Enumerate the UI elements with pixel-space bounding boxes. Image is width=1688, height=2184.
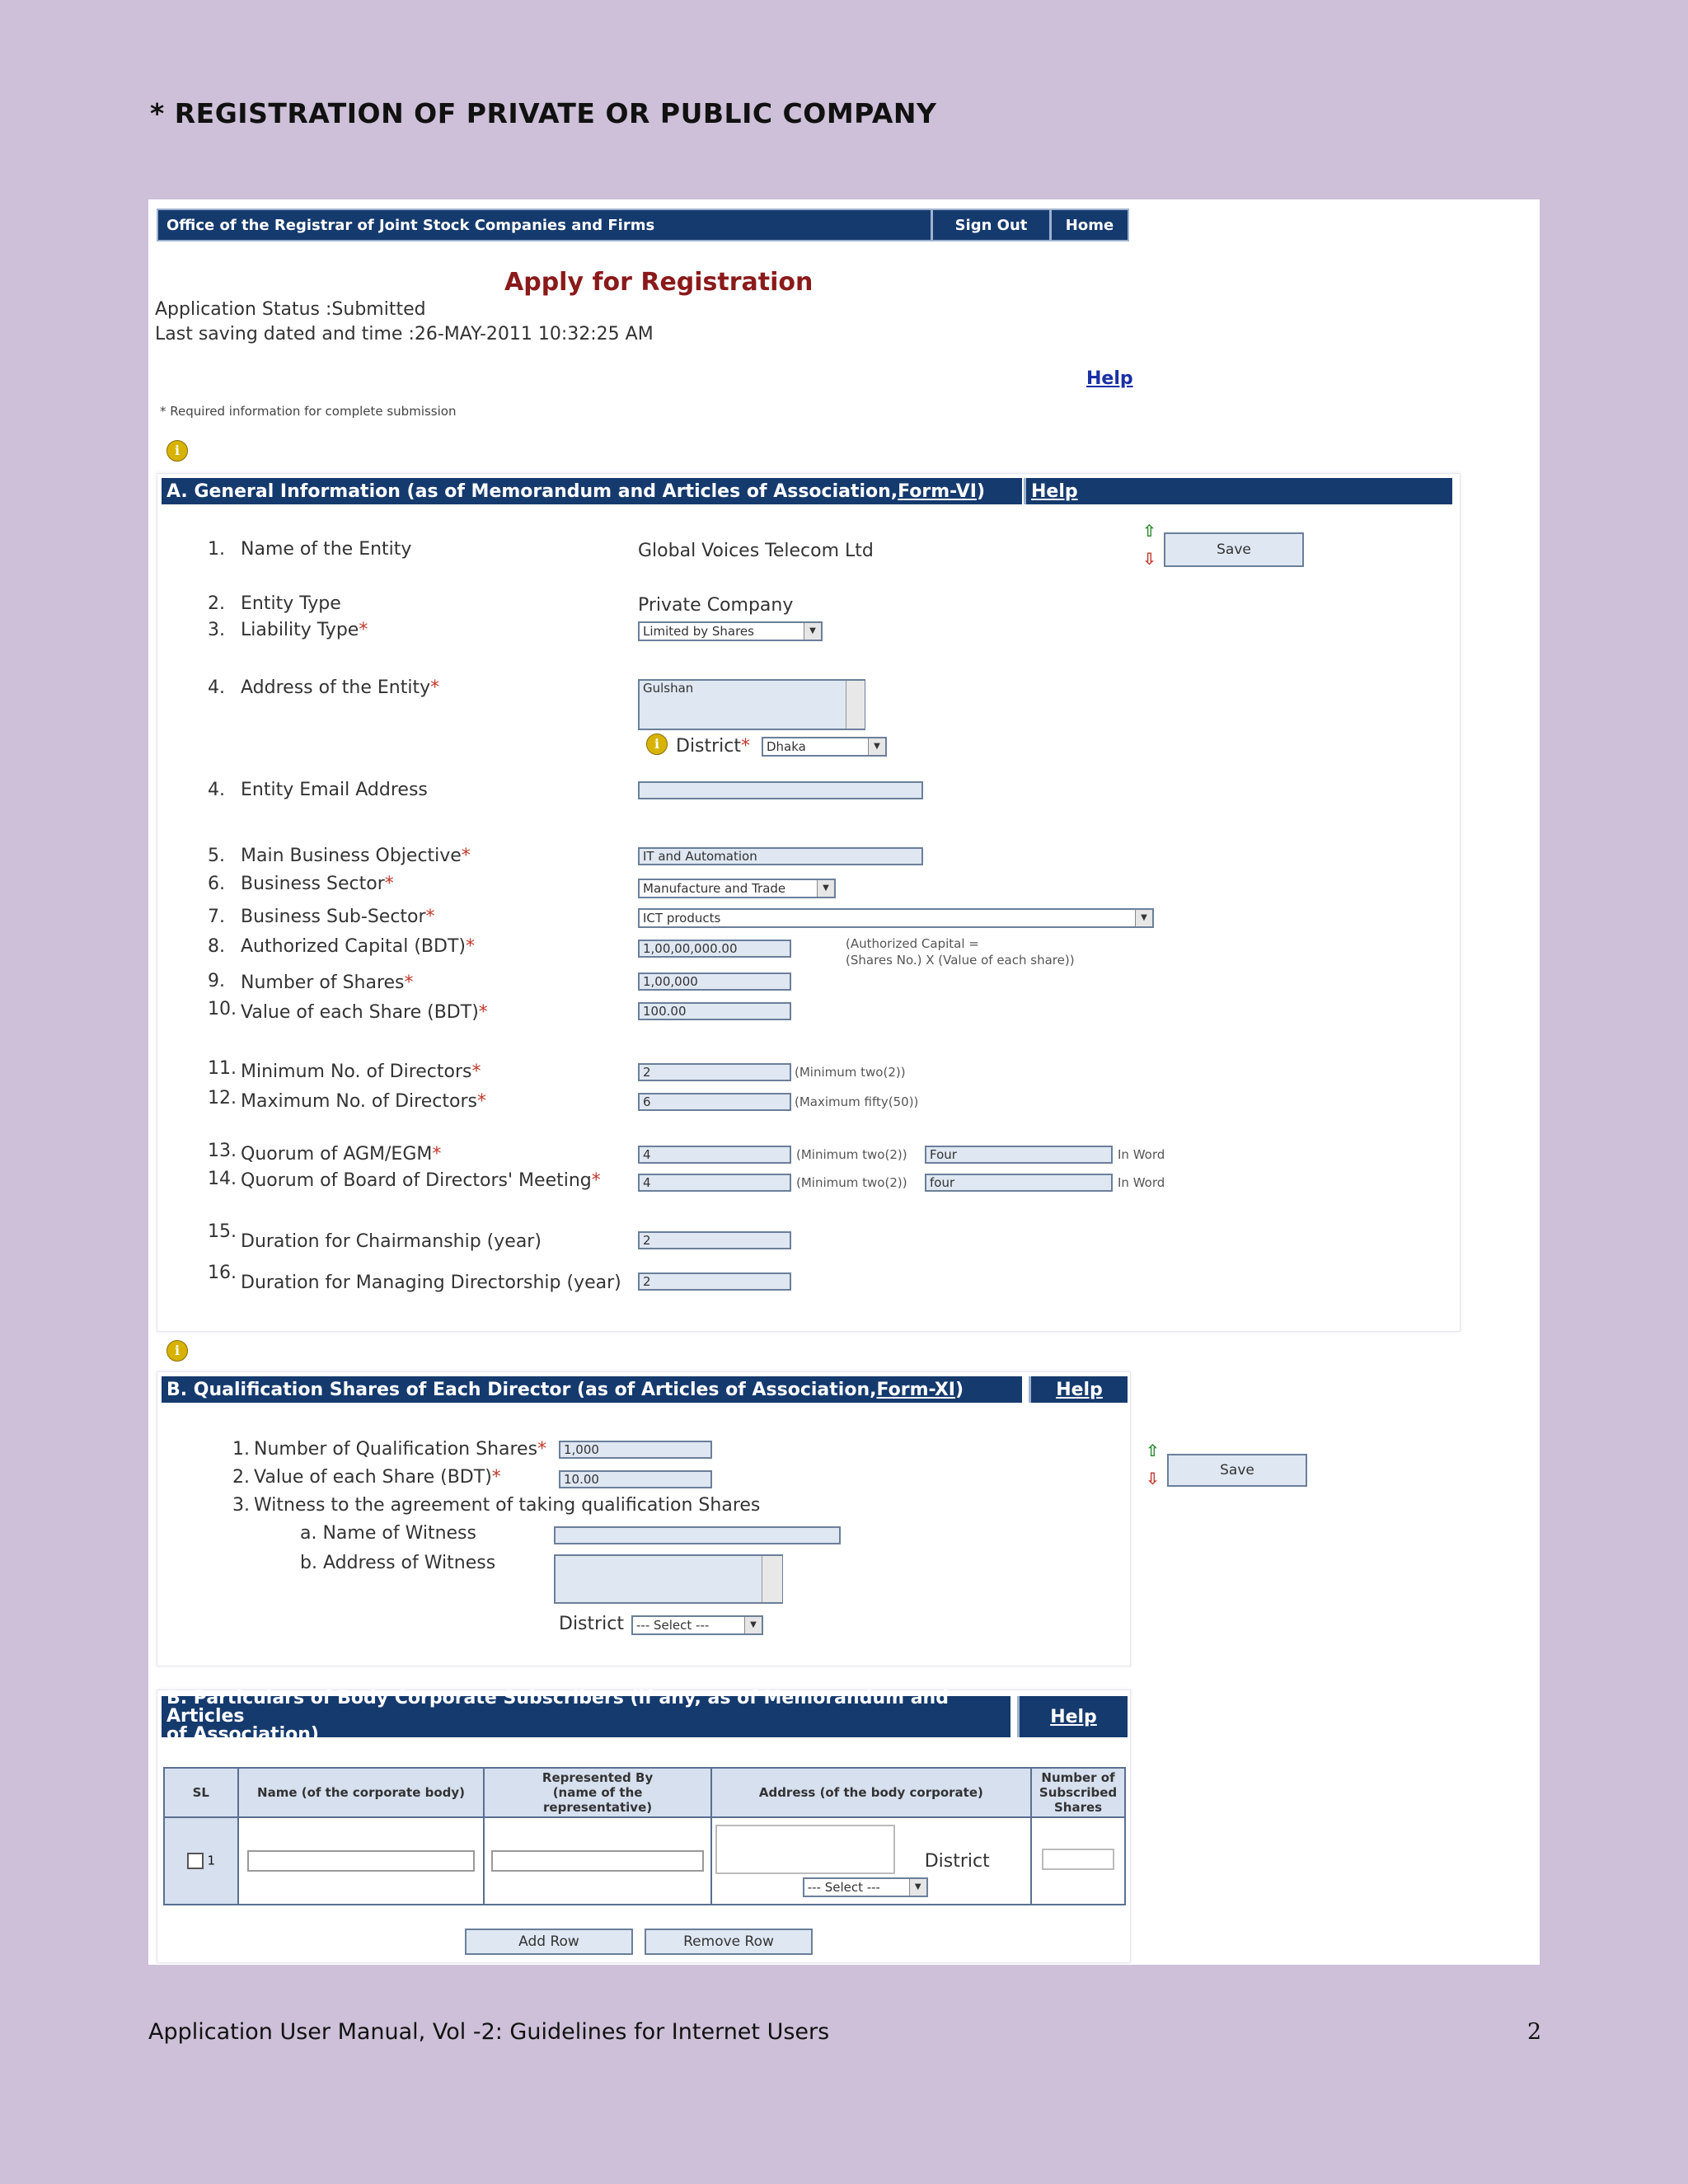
district-label: District* bbox=[676, 736, 751, 757]
item-number: 5. bbox=[208, 846, 225, 866]
item-number: 2. bbox=[208, 593, 225, 614]
subscribed-shares-input[interactable] bbox=[1042, 1849, 1114, 1870]
witness-district-select[interactable]: --- Select --- ▼ bbox=[631, 1615, 763, 1635]
liability-type-label: Liability Type* bbox=[241, 620, 368, 640]
item-number: 16. bbox=[208, 1263, 237, 1283]
section-a-panel bbox=[157, 473, 1461, 1332]
managing-directorship-duration-label: Duration for Managing Directorship (year) bbox=[241, 1272, 621, 1293]
number-of-shares-input[interactable]: 1,00,000 bbox=[638, 972, 791, 991]
representative-name-input[interactable] bbox=[491, 1850, 703, 1872]
item-number: 1. bbox=[232, 1439, 250, 1460]
home-link[interactable]: Home bbox=[1065, 216, 1114, 234]
item-number: 6. bbox=[208, 874, 225, 894]
witness-address-label: b. Address of Witness bbox=[300, 1553, 496, 1573]
add-row-button[interactable]: Add Row bbox=[465, 1929, 633, 1955]
chevron-down-icon: ▼ bbox=[909, 1879, 926, 1896]
move-up-icon[interactable]: ⇧ bbox=[1146, 1441, 1160, 1460]
witness-address-scrollbar[interactable] bbox=[762, 1556, 782, 1602]
liability-type-select[interactable]: Limited by Shares ▼ bbox=[638, 621, 823, 641]
qualification-shares-label: Number of Qualification Shares* bbox=[254, 1439, 547, 1460]
info-icon[interactable]: i bbox=[166, 440, 188, 462]
corporate-district-label: District bbox=[924, 1851, 990, 1872]
qualification-share-value-label: Value of each Share (BDT)* bbox=[254, 1467, 501, 1488]
witness-district-label: District bbox=[559, 1614, 625, 1634]
min-directors-input[interactable]: 2 bbox=[638, 1063, 791, 1081]
witness-label: Witness to the agreement of taking qualification Shares bbox=[254, 1495, 761, 1516]
address-textarea[interactable]: Gulshan bbox=[638, 679, 865, 730]
authorized-capital-input[interactable]: 1,00,00,000.00 bbox=[638, 940, 791, 958]
quorum-agm-input[interactable]: 4 bbox=[638, 1146, 791, 1164]
item-number: 10. bbox=[208, 999, 237, 1019]
section-a-save-button[interactable]: Save bbox=[1164, 532, 1304, 567]
section-b1-header bbox=[162, 1376, 1022, 1403]
page-heading: Apply for Registration bbox=[504, 268, 814, 297]
item-number: 4. bbox=[208, 677, 225, 698]
shares-cell bbox=[1031, 1817, 1125, 1905]
item-number: 11. bbox=[208, 1058, 237, 1079]
form-xi-link[interactable]: Form-XI bbox=[876, 1379, 955, 1400]
column-header-sl: SL bbox=[164, 1768, 238, 1817]
section-b2-title-line2: of Association) bbox=[166, 1724, 319, 1745]
quorum-agm-hint: (Minimum two(2)) bbox=[796, 1147, 907, 1162]
office-name: Office of the Registrar of Joint Stock Companies and Firms bbox=[158, 210, 933, 240]
in-word-label: In Word bbox=[1118, 1175, 1165, 1190]
quorum-board-input[interactable]: 4 bbox=[638, 1174, 791, 1192]
last-saved-timestamp: Last saving dated and time :26-MAY-2011 10:32:25 AM bbox=[155, 324, 654, 344]
max-directors-hint: (Maximum fifty(50)) bbox=[795, 1094, 919, 1109]
remove-row-button[interactable]: Remove Row bbox=[645, 1929, 813, 1955]
section-b2-header bbox=[162, 1688, 1010, 1745]
chevron-down-icon: ▼ bbox=[817, 880, 834, 897]
share-value-input[interactable]: 100.00 bbox=[638, 1002, 791, 1020]
entity-name-label: Name of the Entity bbox=[241, 539, 412, 560]
chevron-down-icon: ▼ bbox=[1135, 910, 1152, 926]
section-a-header bbox=[162, 478, 1022, 504]
authorized-capital-hint: (Authorized Capital = bbox=[846, 936, 979, 951]
item-number: 15. bbox=[208, 1221, 237, 1242]
chevron-down-icon: ▼ bbox=[868, 738, 885, 755]
max-directors-label: Maximum No. of Directors* bbox=[241, 1091, 486, 1112]
chairmanship-duration-input[interactable]: 2 bbox=[638, 1231, 791, 1249]
name-cell bbox=[238, 1817, 485, 1905]
entity-type-label: Entity Type bbox=[241, 593, 341, 614]
quorum-agm-word-input[interactable]: Four bbox=[925, 1146, 1113, 1164]
number-of-shares-label: Number of Shares* bbox=[241, 972, 414, 993]
witness-name-input[interactable] bbox=[554, 1526, 841, 1544]
business-sector-select[interactable]: Manufacture and Trade ▼ bbox=[638, 879, 836, 898]
witness-address-textarea[interactable] bbox=[554, 1554, 783, 1604]
min-directors-hint: (Minimum two(2)) bbox=[795, 1065, 906, 1080]
item-number: 9. bbox=[208, 971, 225, 991]
share-value-label: Value of each Share (BDT)* bbox=[241, 1002, 488, 1023]
item-number: 12. bbox=[208, 1088, 237, 1108]
section-b2-title: B. Particulars of Body Corporate Subscribers (if any, as of Memorandum and Articles bbox=[166, 1688, 949, 1727]
business-objective-label: Main Business Objective* bbox=[241, 846, 471, 866]
column-header-represented-by: Represented By (name of the representative) bbox=[484, 1768, 710, 1817]
min-directors-label: Minimum No. of Directors* bbox=[241, 1062, 481, 1082]
move-down-icon[interactable]: ⇩ bbox=[1142, 549, 1156, 569]
address-scrollbar[interactable] bbox=[846, 681, 865, 729]
item-number: 2. bbox=[232, 1467, 250, 1488]
required-note: * Required information for complete submission bbox=[160, 404, 457, 419]
email-label: Entity Email Address bbox=[241, 780, 428, 800]
form-vi-link[interactable]: Form-VI bbox=[898, 480, 977, 502]
entity-type-value: Private Company bbox=[638, 595, 794, 616]
email-input[interactable] bbox=[638, 781, 923, 799]
move-down-icon[interactable]: ⇩ bbox=[1146, 1469, 1160, 1488]
item-number: 14. bbox=[208, 1169, 237, 1189]
section-b1-title: B. Qualification Shares of Each Director (as of Articles of Association, bbox=[166, 1379, 877, 1400]
witness-name-label: a. Name of Witness bbox=[300, 1523, 476, 1544]
move-up-icon[interactable]: ⇧ bbox=[1142, 521, 1156, 541]
business-objective-input[interactable]: IT and Automation bbox=[638, 847, 923, 865]
top-navigation-bar bbox=[157, 209, 1129, 241]
represented-by-cell bbox=[484, 1817, 710, 1905]
qualification-shares-input[interactable]: 1,000 bbox=[559, 1441, 712, 1459]
business-sub-sector-label: Business Sub-Sector* bbox=[241, 907, 435, 927]
district-select[interactable]: Dhaka ▼ bbox=[762, 737, 887, 757]
section-b1-save-button[interactable]: Save bbox=[1167, 1454, 1307, 1487]
authorized-capital-label: Authorized Capital (BDT)* bbox=[241, 936, 475, 957]
address-label: Address of the Entity* bbox=[241, 677, 440, 698]
item-number: 3. bbox=[208, 620, 225, 640]
info-icon[interactable]: i bbox=[166, 1340, 188, 1361]
quorum-agm-label: Quorum of AGM/EGM* bbox=[241, 1144, 442, 1165]
quorum-board-hint: (Minimum two(2)) bbox=[796, 1175, 907, 1190]
sign-out-link[interactable]: Sign Out bbox=[933, 210, 1052, 240]
chairmanship-duration-label: Duration for Chairmanship (year) bbox=[241, 1231, 542, 1252]
business-sub-sector-select[interactable]: ICT products ▼ bbox=[638, 908, 1154, 928]
row-number: 1 bbox=[207, 1853, 215, 1868]
business-sector-label: Business Sector* bbox=[241, 874, 394, 894]
section-a-title: A. General Information (as of Memorandum and Articles of Association, bbox=[166, 480, 898, 502]
corporate-district-select[interactable]: --- Select --- ▼ bbox=[803, 1877, 928, 1897]
row-sl-cell bbox=[164, 1817, 238, 1905]
chevron-down-icon: ▼ bbox=[744, 1617, 762, 1633]
managing-directorship-duration-input[interactable]: 2 bbox=[638, 1272, 791, 1291]
application-status: Application Status :Submitted bbox=[155, 299, 426, 320]
page-number: 2 bbox=[1527, 2019, 1542, 2045]
document-footer: Application User Manual, Vol -2: Guidelines for Internet Users bbox=[148, 2019, 830, 2045]
authorized-capital-hint: (Shares No.) X (Value of each share)) bbox=[846, 953, 1075, 968]
column-header-shares: Number of Subscribed Shares bbox=[1031, 1768, 1125, 1817]
qualification-share-value-input[interactable]: 10.00 bbox=[559, 1470, 712, 1488]
section-b1-title-suffix: ) bbox=[954, 1379, 964, 1400]
item-number: 8. bbox=[208, 936, 225, 957]
section-b1-help[interactable]: Help bbox=[1029, 1376, 1128, 1403]
chevron-down-icon: ▼ bbox=[804, 623, 821, 640]
entity-name-value: Global Voices Telecom Ltd bbox=[638, 541, 874, 561]
section-a-help[interactable]: Help bbox=[1024, 478, 1452, 504]
in-word-label: In Word bbox=[1118, 1147, 1165, 1162]
column-header-address: Address (of the body corporate) bbox=[711, 1768, 1031, 1817]
section-a-title-suffix: ) bbox=[976, 480, 985, 502]
item-number: 13. bbox=[208, 1141, 237, 1161]
document-title: * REGISTRATION OF PRIVATE OR PUBLIC COMPANY bbox=[150, 97, 937, 129]
corporate-name-input[interactable] bbox=[247, 1850, 476, 1872]
table-row bbox=[164, 1817, 1125, 1905]
corporate-address-textarea[interactable] bbox=[715, 1825, 895, 1874]
info-icon[interactable]: i bbox=[646, 733, 668, 755]
max-directors-input[interactable]: 6 bbox=[638, 1093, 791, 1111]
column-header-name: Name (of the corporate body) bbox=[238, 1768, 485, 1817]
row-checkbox[interactable] bbox=[187, 1853, 204, 1869]
subscribers-table bbox=[163, 1767, 1126, 1905]
quorum-board-label: Quorum of Board of Directors' Meeting* bbox=[241, 1170, 601, 1191]
item-number: 7. bbox=[208, 907, 225, 927]
section-b2-help[interactable]: Help bbox=[1017, 1696, 1128, 1737]
item-number: 1. bbox=[208, 539, 225, 560]
quorum-board-word-input[interactable]: four bbox=[925, 1174, 1113, 1192]
address-cell bbox=[711, 1817, 1031, 1905]
help-link[interactable]: Help bbox=[1086, 368, 1133, 389]
item-number: 4. bbox=[208, 780, 225, 800]
item-number: 3. bbox=[232, 1495, 250, 1516]
